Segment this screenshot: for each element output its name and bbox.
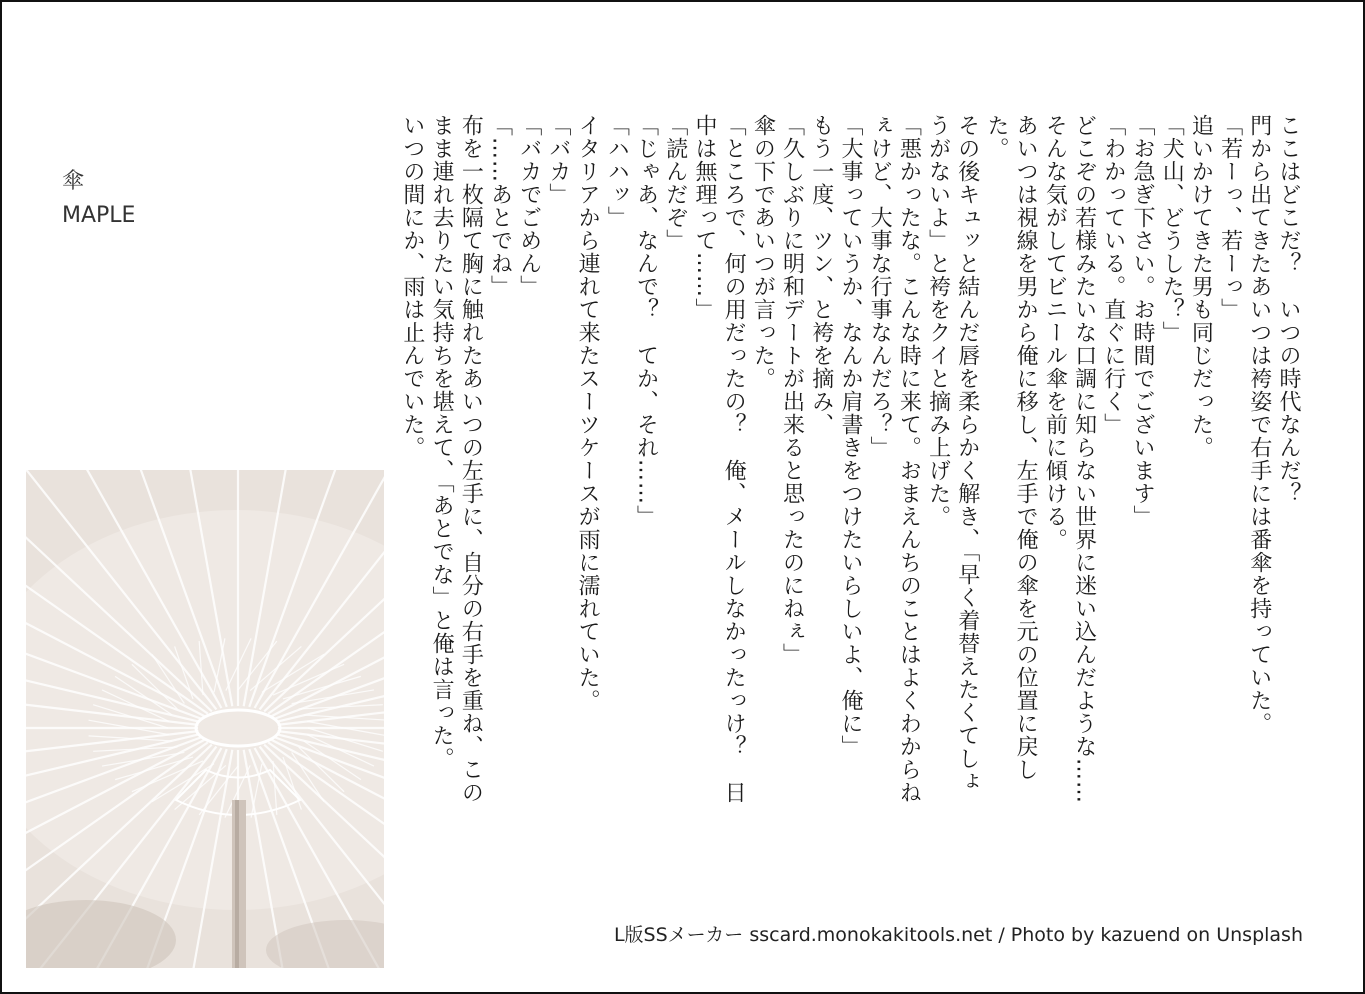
story-line: 「じゃあ、なんで？ てか、それ……」 <box>633 114 659 528</box>
story-line: 布を一枚隔て胸に触れたあいつの左手に、自分の右手を重ね、このまま連れ去りたい気持ちを堪えて、「あとでな」と俺は言った。 <box>429 114 484 804</box>
story-body <box>398 114 1303 804</box>
story-author: MAPLE <box>62 203 136 228</box>
story-line: 傘の下であいつが言った。 <box>750 114 776 390</box>
footer-credit: L版SSメーカー sscard.monokakitools.net / Photo by kazuend on Unsplash <box>613 924 1303 946</box>
story-line: 追いかけてきた男も同じだった。 <box>1188 114 1214 459</box>
title-block <box>62 165 135 233</box>
story-line: どこぞの若様みたいな口調に知らない世界に迷い込んだような……そんな気がしてビニール傘を前に傾ける。 <box>1042 114 1097 804</box>
story-line: 「大事っていうか、なんか肩書きをつけたいらしいよ、俺に」 <box>837 114 863 758</box>
story-line: あいつは視線を男から俺に移し、左手で俺の傘を元の位置に戻した。 <box>983 114 1039 781</box>
story-line: 「悪かったな。こんな時に来て。おまえんちのことはよくわからねぇけど、大事な行事なんだろ？」 <box>867 114 922 804</box>
story-line: 「ハハッ」 <box>604 114 630 229</box>
story-line: 「ところで、何の用だったの？ 俺、メールしなかったっけ？ 日中は無理って……」 <box>691 114 747 804</box>
story-line: 「犬山、どうした？」 <box>1159 114 1185 344</box>
umbrella-photo <box>26 470 384 968</box>
story-line: 「お急ぎ下さい。お時間でございます」 <box>1129 114 1155 528</box>
story-line: 「……あとでね」 <box>487 114 513 298</box>
story-line: 「読んだぞ」 <box>662 114 688 252</box>
story-line: 「久しぶりに明和デートが出来ると思ったのにねぇ」 <box>779 114 805 666</box>
story-line: イタリアから連れて来たスーツケースが雨に濡れていた。 <box>575 114 601 712</box>
story-line: 「バカ」 <box>545 114 571 206</box>
story-line: その後キュッと結んだ唇を柔らかく解き、「早く着替えたくてしょうがないよ」と袴をクイと摘み上げた。 <box>925 114 980 793</box>
story-title: 傘 <box>62 169 85 194</box>
story-line: 「バカでごめん」 <box>516 114 542 298</box>
story-line: 門から出てきたあいつは袴姿で右手には番傘を持っていた。 <box>1246 114 1272 735</box>
umbrella-shaft-shadow <box>235 800 239 968</box>
story-line: ここはどこだ？ いつの時代なんだ？ <box>1276 114 1301 505</box>
story-line: 「若ーっ、若ーっ」 <box>1217 114 1243 321</box>
story-line: いつの間にか、雨は止んでいた。 <box>399 114 425 459</box>
story-line: もう一度、ツン、と袴を摘み、 <box>808 114 834 436</box>
umbrella-image <box>26 470 384 968</box>
story-line: 「わかっている。直ぐに行く」 <box>1100 114 1126 436</box>
